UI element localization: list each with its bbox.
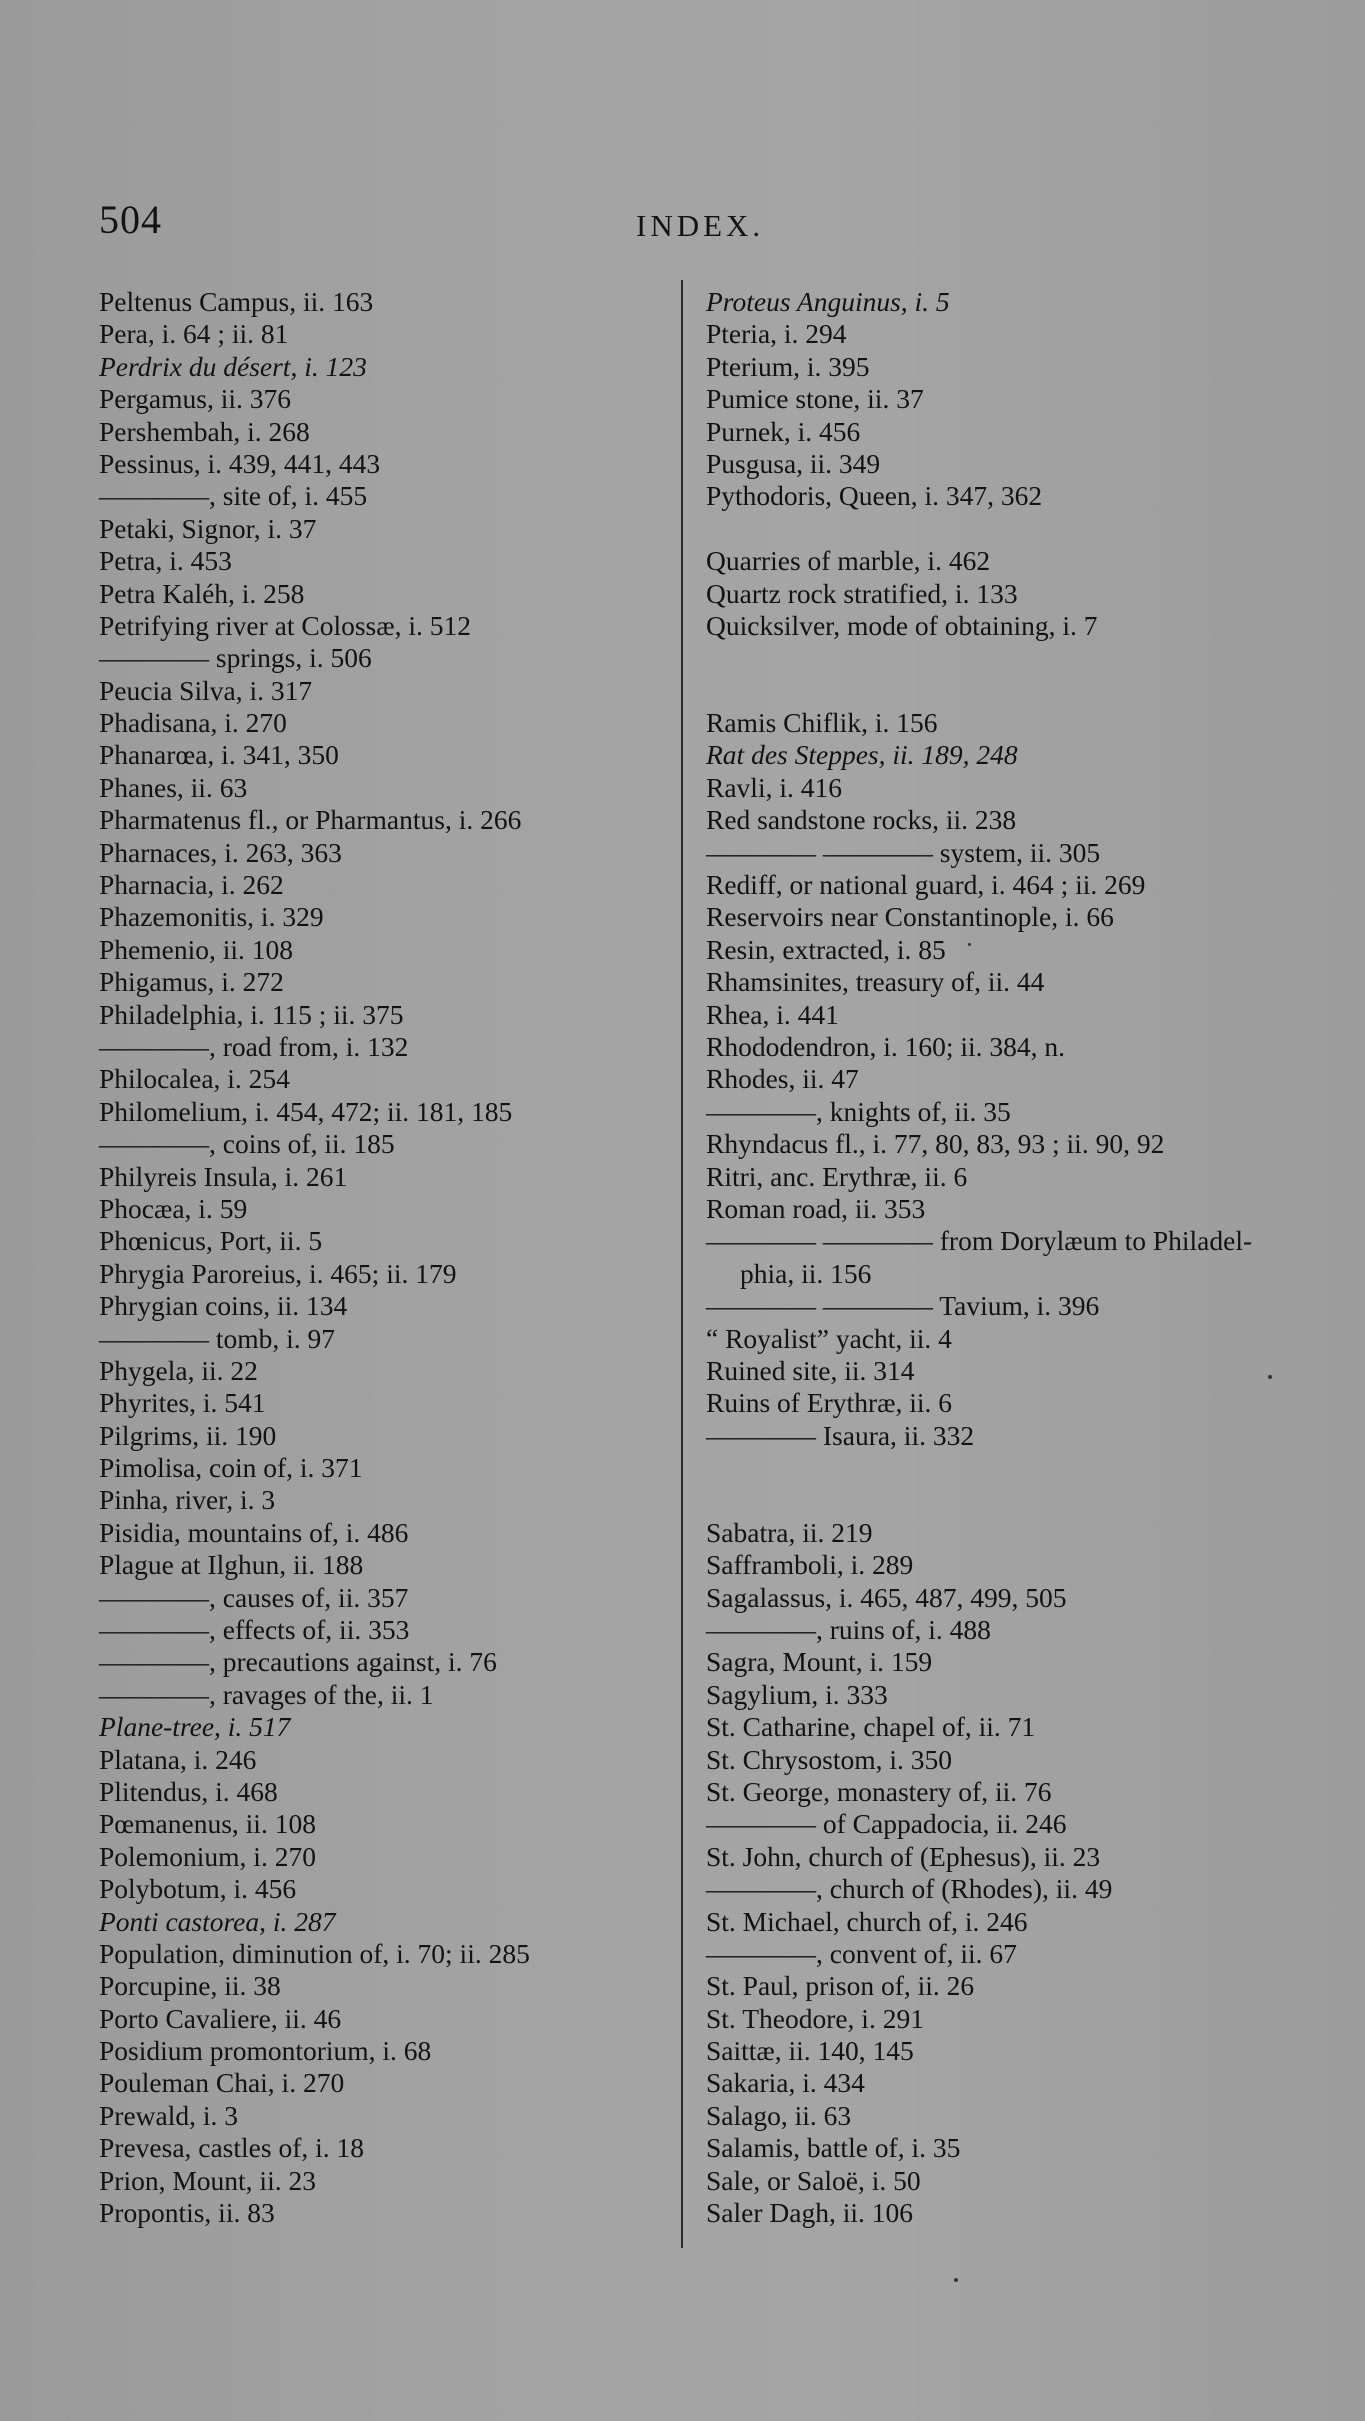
index-entry: Salamis, battle of, i. 35: [706, 2132, 961, 2164]
index-entry: Philocalea, i. 254: [99, 1063, 290, 1095]
index-entry: Phœnicus, Port, ii. 5: [99, 1225, 323, 1257]
index-entry: Population, diminution of, i. 70; ii. 285: [99, 1937, 530, 1969]
index-entry: ————, coins of, ii. 185: [99, 1128, 395, 1160]
index-entry: Pusgusa, ii. 349: [706, 447, 881, 479]
index-entry: Posidium promontorium, i. 68: [99, 2035, 432, 2067]
index-entry: Polybotum, i. 456: [99, 1873, 297, 1905]
index-entry: ———— ———— Tavium, i. 396: [706, 1290, 1100, 1322]
index-entry: St. Paul, prison of, ii. 26: [706, 1970, 975, 2002]
index-entry: ————, effects of, ii. 353: [99, 1614, 410, 1646]
index-entry: Phigamus, i. 272: [99, 966, 284, 998]
index-entry: Pera, i. 64 ; ii. 81: [99, 318, 289, 350]
index-entry: Petrifying river at Colossæ, i. 512: [99, 609, 471, 641]
index-entry: Pouleman Chai, i. 270: [99, 2067, 345, 2099]
index-entry: Proteus Anguinus, i. 5: [706, 286, 950, 317]
index-entry: Rat des Steppes, ii. 189, 248: [706, 739, 1018, 771]
index-entry: Sagra, Mount, i. 159: [706, 1646, 933, 1678]
index-entry: ————, causes of, ii. 357: [99, 1581, 409, 1613]
page-number: 504: [99, 197, 162, 242]
index-entry: Porcupine, ii. 38: [99, 1970, 281, 2002]
index-entry: Phrygia Paroreius, i. 465; ii. 179: [99, 1257, 457, 1289]
index-entry: ———— of Cappadocia, ii. 246: [706, 1808, 1067, 1840]
index-entry: Ruins of Erythræ, ii. 6: [706, 1387, 952, 1419]
index-entry: ————, precautions against, i. 76: [99, 1646, 497, 1678]
index-entry: Sale, or Saloë, i. 50: [706, 2164, 921, 2196]
index-entry: Rhea, i. 441: [706, 998, 839, 1030]
ink-speck: [954, 2278, 958, 2282]
index-entry: Pterium, i. 395: [706, 350, 870, 382]
index-entry: Rhyndacus fl., i. 77, 80, 83, 93 ; ii. 90, 92: [706, 1128, 1165, 1160]
index-entry: Pharnacia, i. 262: [99, 869, 284, 901]
index-entry: Roman road, ii. 353: [706, 1192, 926, 1224]
section-gap: [706, 675, 1286, 707]
section-gap: [706, 1484, 1286, 1516]
index-entry: Purnek, i. 456: [706, 415, 861, 447]
index-entry: Peltenus Campus, ii. 163: [99, 286, 374, 317]
index-entry: Petaki, Signor, i. 37: [99, 512, 317, 544]
index-entry: Ravli, i. 416: [706, 771, 842, 803]
index-entry: Ritri, anc. Erythræ, ii. 6: [706, 1160, 968, 1192]
index-entry: Philomelium, i. 454, 472; ii. 181, 185: [99, 1095, 513, 1127]
ink-speck: [1268, 1375, 1272, 1379]
index-entry: Sagylium, i. 333: [706, 1678, 888, 1710]
index-entry: Petra Kaléh, i. 258: [99, 577, 305, 609]
index-entry: Phemenio, ii. 108: [99, 933, 294, 965]
index-entry: Ponti castorea, i. 287: [99, 1905, 336, 1937]
index-entry: Rhamsinites, treasury of, ii. 44: [706, 966, 1045, 998]
index-entry: “ Royalist” yacht, ii. 4: [706, 1322, 952, 1354]
index-entry: Resin, extracted, i. 85: [706, 933, 946, 965]
index-entry: Phadisana, i. 270: [99, 707, 287, 739]
index-entry: Sakaria, i. 434: [706, 2067, 865, 2099]
index-entry: ———— ———— system, ii. 305: [706, 836, 1101, 868]
index-entry: Red sandstone rocks, ii. 238: [706, 804, 1017, 836]
index-entry: Phanes, ii. 63: [99, 771, 248, 803]
index-entry: Pteria, i. 294: [706, 318, 847, 350]
index-entry: Pisidia, mountains of, i. 486: [99, 1516, 409, 1548]
index-entry: ————, ruins of, i. 488: [706, 1614, 991, 1646]
index-entry: Peucia Silva, i. 317: [99, 674, 313, 706]
index-entry: ————, road from, i. 132: [99, 1030, 409, 1062]
index-entry: Saittæ, ii. 140, 145: [706, 2035, 914, 2067]
index-column-right: [706, 286, 1286, 2229]
index-entry: Safframboli, i. 289: [706, 1549, 914, 1581]
index-entry: St. John, church of (Ephesus), ii. 23: [706, 1840, 1101, 1872]
index-entry: Phrygian coins, ii. 134: [99, 1290, 348, 1322]
index-entry: Rediff, or national guard, i. 464 ; ii. 269: [706, 869, 1146, 901]
index-entry: Propontis, ii. 83: [99, 2197, 275, 2229]
index-entry: Pessinus, i. 439, 441, 443: [99, 447, 381, 479]
index-entry: Petra, i. 453: [99, 545, 232, 577]
index-entry: Prevesa, castles of, i. 18: [99, 2132, 364, 2164]
index-entry: St. Michael, church of, i. 246: [706, 1905, 1028, 1937]
index-entry-continuation: phia, ii. 156: [740, 1257, 872, 1289]
index-entry: Plane-tree, i. 517: [99, 1711, 291, 1743]
index-entry: ————, knights of, ii. 35: [706, 1095, 1011, 1127]
index-entry: ———— ———— from Dorylæum to Philadel-: [706, 1225, 1253, 1257]
index-entry: Sabatra, ii. 219: [706, 1516, 873, 1548]
index-entry: Pimolisa, coin of, i. 371: [99, 1452, 363, 1484]
index-entry: Platana, i. 246: [99, 1743, 257, 1775]
index-entry: ———— tomb, i. 97: [99, 1322, 336, 1354]
index-entry: Pœmanenus, ii. 108: [99, 1808, 316, 1840]
index-entry: St. Catharine, chapel of, ii. 71: [706, 1711, 1036, 1743]
index-entry: Phocæa, i. 59: [99, 1192, 248, 1224]
index-entry: St. Chrysostom, i. 350: [706, 1743, 953, 1775]
index-entry: Phazemonitis, i. 329: [99, 901, 324, 933]
index-entry: Pergamus, ii. 376: [99, 383, 291, 415]
index-entry: Ruined site, ii. 314: [706, 1354, 915, 1386]
column-divider: [681, 280, 683, 2248]
index-entry: ————, convent of, ii. 67: [706, 1937, 1017, 1969]
index-column-left: [99, 286, 679, 2229]
index-entry: Porto Cavaliere, ii. 46: [99, 2002, 342, 2034]
index-entry: Saler Dagh, ii. 106: [706, 2197, 913, 2229]
ink-speck: [968, 943, 971, 946]
index-entry: Pharmatenus fl., or Pharmantus, i. 266: [99, 804, 522, 836]
index-entry: Pharnaces, i. 263, 363: [99, 836, 342, 868]
index-entry: Polemonium, i. 270: [99, 1840, 316, 1872]
running-title: INDEX.: [636, 208, 765, 243]
index-entry: Pumice stone, ii. 37: [706, 383, 924, 415]
index-entry: Quarries of marble, i. 462: [706, 545, 991, 577]
index-entry: Pinha, river, i. 3: [99, 1484, 276, 1516]
index-entry: St. Theodore, i. 291: [706, 2002, 924, 2034]
index-entry: Philyreis Insula, i. 261: [99, 1160, 348, 1192]
index-entry: Prewald, i. 3: [99, 2099, 239, 2131]
index-entry: ————, church of (Rhodes), ii. 49: [706, 1873, 1113, 1905]
index-entry: Ramis Chiflik, i. 156: [706, 707, 938, 739]
index-entry: St. George, monastery of, ii. 76: [706, 1775, 1052, 1807]
index-entry: Quicksilver, mode of obtaining, i. 7: [706, 609, 1098, 641]
index-entry: Salago, ii. 63: [706, 2099, 852, 2131]
index-entry: Reservoirs near Constantinople, i. 66: [706, 901, 1114, 933]
index-entry: ————, site of, i. 455: [99, 480, 368, 512]
index-entry: Prion, Mount, ii. 23: [99, 2164, 316, 2196]
index-entry: Pythodoris, Queen, i. 347, 362: [706, 480, 1043, 512]
index-entry: Phanarœa, i. 341, 350: [99, 739, 339, 771]
index-entry: ————, ravages of the, ii. 1: [99, 1678, 434, 1710]
section-gap: [706, 642, 1286, 674]
index-entry: Pershembah, i. 268: [99, 415, 310, 447]
section-gap: [706, 513, 1286, 545]
index-entry: Sagalassus, i. 465, 487, 499, 505: [706, 1581, 1067, 1613]
index-entry: Pilgrims, ii. 190: [99, 1419, 277, 1451]
index-entry: Philadelphia, i. 115 ; ii. 375: [99, 998, 404, 1030]
index-entry: Quartz rock stratified, i. 133: [706, 577, 1018, 609]
index-entry: Perdrix du désert, i. 123: [99, 350, 367, 382]
index-entry: ———— springs, i. 506: [99, 642, 372, 674]
index-entry: Plague at Ilghun, ii. 188: [99, 1549, 364, 1581]
index-entry: Plitendus, i. 468: [99, 1775, 278, 1807]
index-entry: Rhodes, ii. 47: [706, 1063, 859, 1095]
index-entry: Rhododendron, i. 160; ii. 384, n.: [706, 1030, 1066, 1062]
index-entry: ———— Isaura, ii. 332: [706, 1419, 975, 1451]
index-entry: Phyrites, i. 541: [99, 1387, 266, 1419]
index-entry: Phygela, ii. 22: [99, 1354, 258, 1386]
section-gap: [706, 1452, 1286, 1484]
